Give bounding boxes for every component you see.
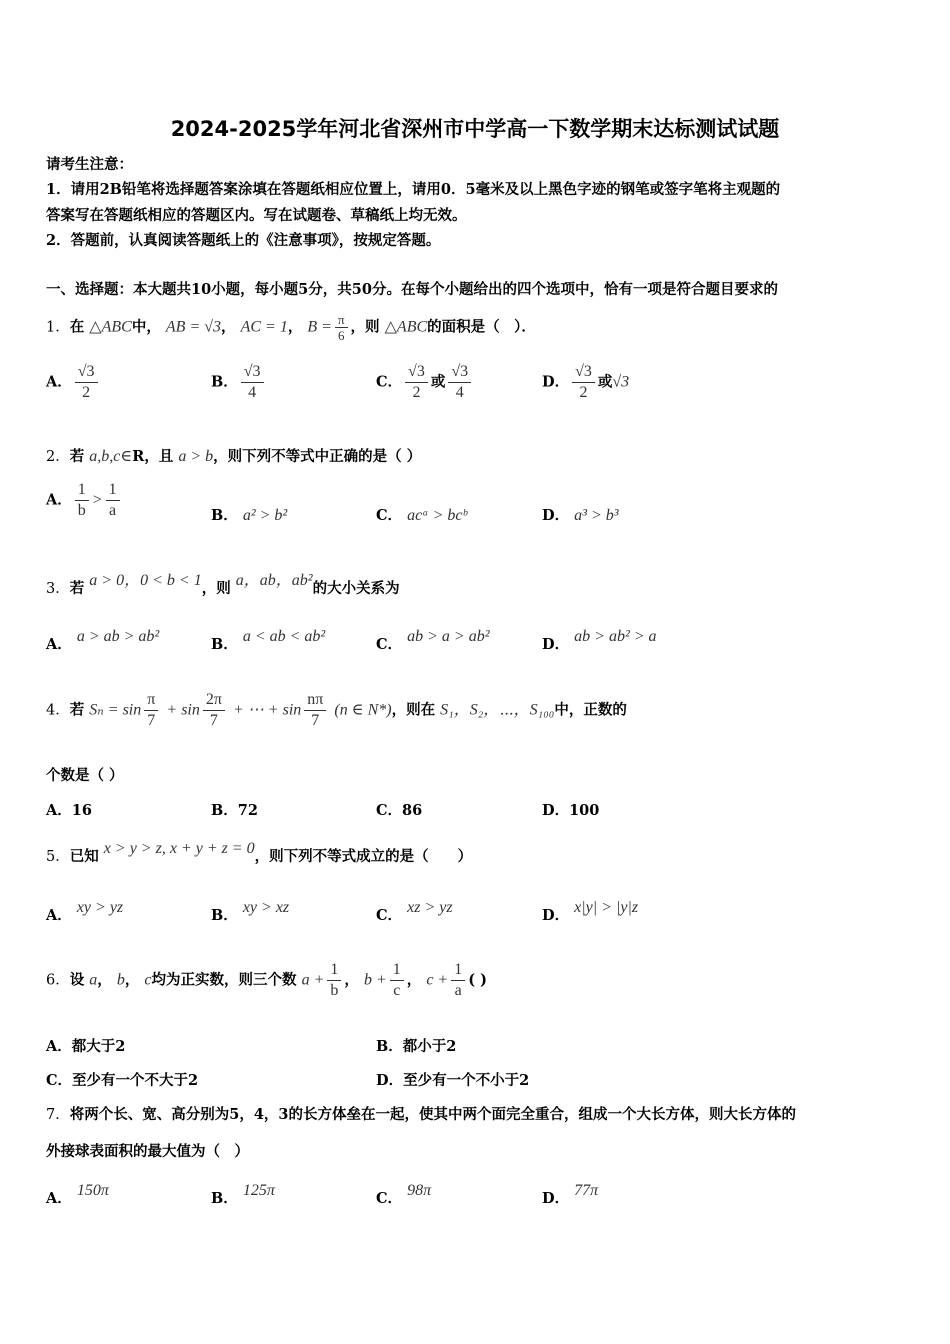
q3-option-c[interactable]: C． ab > a > ab²: [376, 628, 490, 653]
question-2-stem: 2．若 a,b,c∈R，且 a > b，则下列不等式中正确的是（ ）: [46, 448, 422, 465]
question-5-stem: 5．已知 x > y > z, x + y + z = 0，则下列不等式成立的是（ ）: [46, 840, 473, 865]
q1-option-a[interactable]: A． $\frac{√3}{2}$: [46, 362, 101, 403]
q6-option-d[interactable]: D．至少有一个不小于2: [376, 1072, 530, 1089]
q4-option-c[interactable]: C．86: [376, 802, 423, 819]
q2-option-d[interactable]: D． a³ > b³: [542, 507, 619, 524]
question-7-stem-line1: 7．将两个长、宽、高分别为5，4，3的长方体垒在一起，使其中两个面完全重合，组成一个大长方体，则大长方体的: [46, 1106, 796, 1123]
q4-option-a[interactable]: A．16: [46, 802, 92, 819]
question-1-stem: 1．在 △ABC中， AB = √3， AC = 1， B = $\frac{\pi}{6}$ ，则 △ABC的面积是（ ）．: [46, 312, 536, 343]
q2-option-a[interactable]: A． $\frac{1}{b}$ > $\frac{1}{a}$: [46, 480, 123, 521]
q7-option-a[interactable]: A． 150π: [46, 1182, 109, 1207]
q7-option-d[interactable]: D． 77π: [542, 1182, 599, 1207]
q5-option-b[interactable]: B． xy > xz: [211, 899, 290, 924]
q4-option-b[interactable]: B．72: [211, 802, 258, 819]
q4-option-d[interactable]: D．100: [542, 802, 600, 819]
question-3-stem: 3．若 a > 0，0 < b < 1，则 a，ab，ab²的大小关系为: [46, 572, 400, 597]
q6-option-a[interactable]: A．都大于2: [46, 1038, 126, 1055]
q6-option-c[interactable]: C．至少有一个不大于2: [46, 1072, 199, 1089]
q3-option-b[interactable]: B． a < ab < ab²: [211, 628, 326, 653]
q3-option-a[interactable]: A． a > ab > ab²: [46, 628, 160, 653]
q7-option-b[interactable]: B． 125π: [211, 1182, 275, 1207]
notice-heading: 请考生注意：: [46, 156, 133, 173]
section-heading: 一、选择题：本大题共10小题，每小题5分，共50分。在每个小题给出的四个选项中，恰有一项是符合题目要求的: [46, 281, 778, 298]
question-7-stem-line2: 外接球表面积的最大值为（ ）: [46, 1143, 249, 1160]
question-6-stem: 6．设 a， b， c均为正实数，则三个数 a + $\frac{1}{b}$ ， b + $\frac{1}{c}$ ， c + $\frac{1}{a}$ ( ): [46, 961, 487, 999]
q6-option-b[interactable]: B．都小于2: [376, 1038, 457, 1055]
notice-item-1a: 1．请用2B铅笔将选择题答案涂填在答题纸相应位置上，请用0．5毫米及以上黑色字迹的钢笔或签字笔将主观题的: [46, 181, 781, 198]
q5-option-c[interactable]: C． xz > yz: [376, 899, 453, 924]
q7-option-c[interactable]: C． 98π: [376, 1182, 432, 1207]
q1-option-b[interactable]: B． $\frac{√3}{4}$: [211, 362, 267, 403]
q1-option-c[interactable]: C． $\frac{√3}{2}$ 或 $\frac{√3}{4}$: [376, 362, 474, 403]
question-4-continuation: 个数是（ ）: [46, 767, 124, 784]
question-4-stem: 4．若 Sₙ = sin $\frac{\pi}{7}$ + sin $\frac{2\pi}{7}$ + ⋯ + sin $\frac{n\pi}{7}$ (n ∈ N*)，则在 S₁，S₂，⋯，S₁₀₀中，正数的: [46, 691, 627, 729]
q1-option-d[interactable]: D． $\frac{√3}{2}$ 或√3: [542, 363, 630, 401]
q2-option-b[interactable]: B． a² > b²: [211, 507, 288, 524]
q5-option-d[interactable]: D． x|y| > |y|z: [542, 899, 639, 924]
page-title: 2024-2025学年河北省深州市中学高一下数学期末达标测试试题: [170, 117, 780, 141]
q3-option-d[interactable]: D． ab > ab² > a: [542, 628, 657, 653]
q2-option-c[interactable]: C． acᵃ > bcᵇ: [376, 507, 467, 524]
q5-option-a[interactable]: A． xy > yz: [46, 899, 124, 924]
notice-item-2: 2．答题前，认真阅读答题纸上的《注意事项》，按规定答题。: [46, 232, 441, 249]
notice-item-1b: 答案写在答题纸相应的答题区内。写在试题卷、草稿纸上均无效。: [46, 207, 467, 224]
